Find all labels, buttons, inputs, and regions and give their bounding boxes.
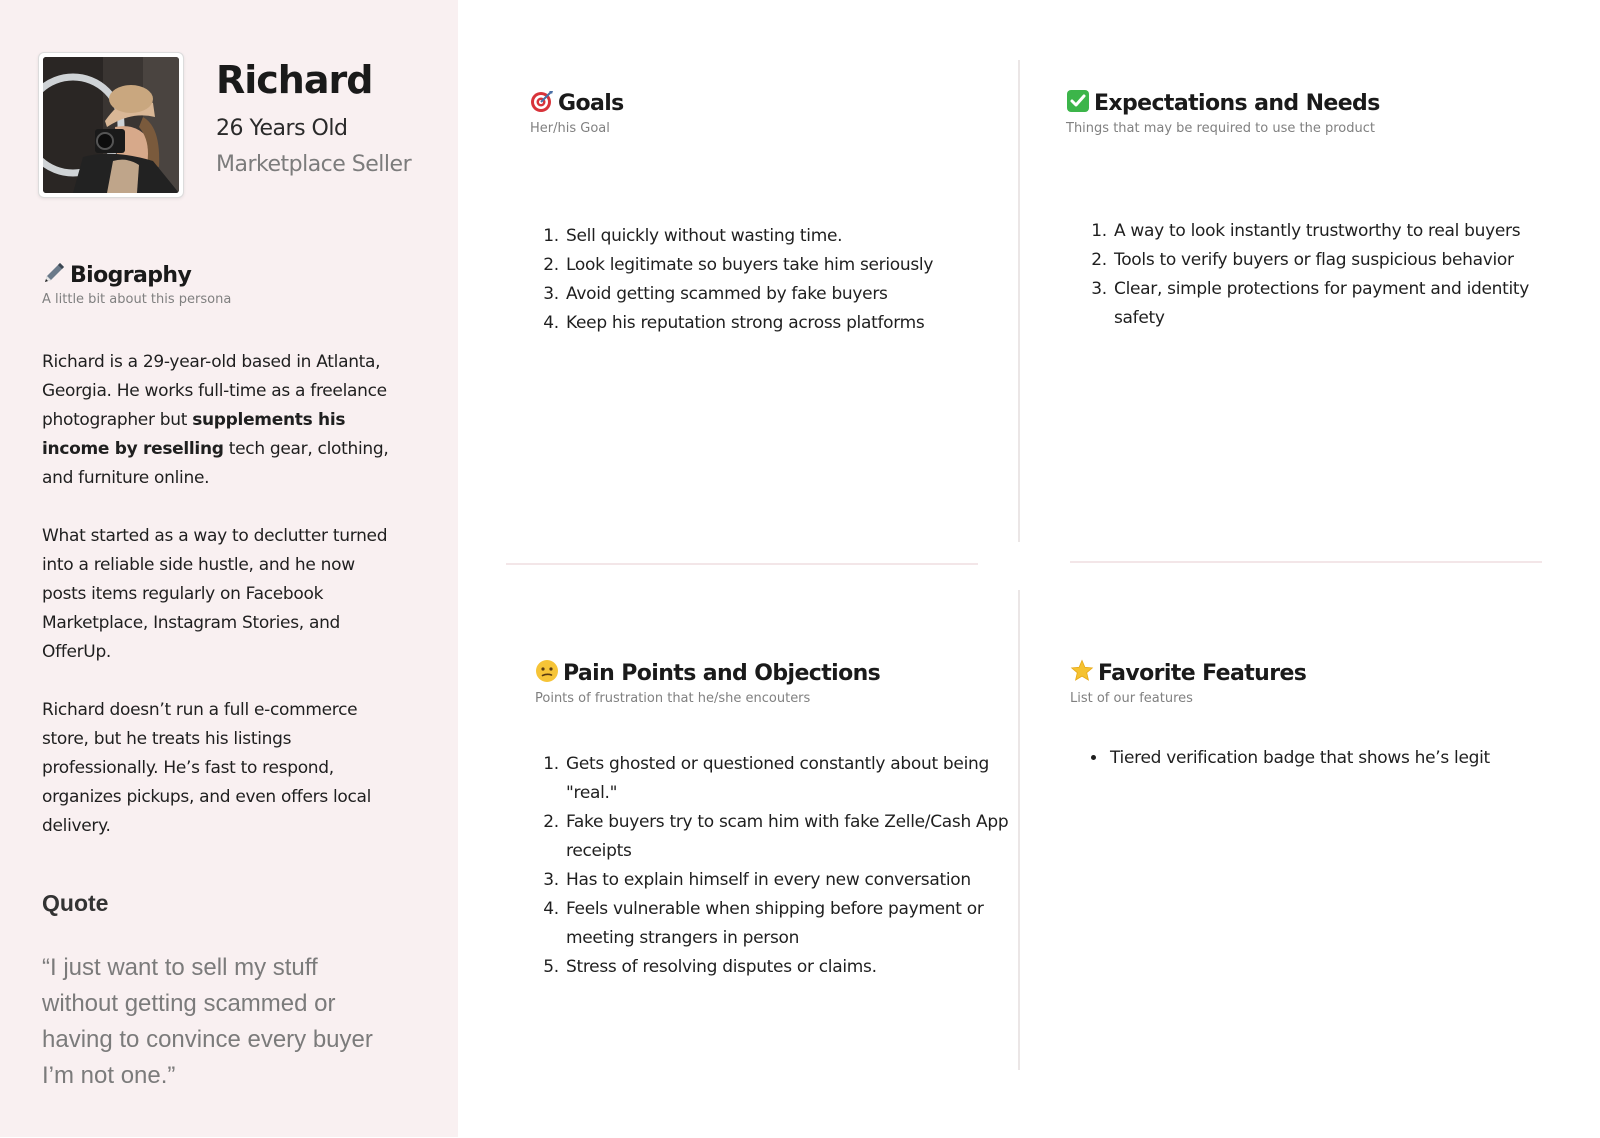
- pain-points-title: [535, 659, 880, 686]
- persona-sidebar: [0, 0, 458, 1137]
- persona-role: Marketplace Seller: [216, 152, 412, 177]
- pain-points-subtitle: Points of frustration that he/she encouters: [535, 691, 811, 706]
- list-item: 1. Sell quickly without wasting time.: [564, 222, 984, 251]
- list-item: 2. Tools to verify buyers or flag suspicious behavior: [1112, 246, 1568, 275]
- features-list: [1076, 744, 1578, 773]
- features-subtitle: List of our features: [1070, 691, 1193, 706]
- goals-title: [530, 89, 624, 116]
- goals-subtitle: Her/his Goal: [530, 121, 610, 136]
- biography-paragraph: What started as a way to declutter turned into a reliable side hustle, and he now posts items regularly on Facebook Marketplace, Instagram Stories, and OfferUp.: [42, 526, 388, 662]
- divider-horizontal-left: [506, 563, 978, 565]
- list-item: 1. A way to look instantly trustworthy to real buyers: [1112, 217, 1568, 246]
- features-title: [1070, 659, 1306, 686]
- features-title-text: Favorite Features: [1098, 661, 1307, 686]
- pen-icon: [42, 261, 66, 285]
- pain-points-list: [532, 750, 1024, 982]
- list-item: 3. Clear, simple protections for payment and identity safety: [1112, 275, 1568, 333]
- list-item: • Tiered verification badge that shows he’s legit: [1108, 744, 1578, 773]
- avatar: [38, 52, 184, 198]
- goals-title-text: Goals: [558, 91, 624, 116]
- biography-subtitle: A little bit about this persona: [42, 292, 232, 307]
- target-icon: [530, 89, 554, 113]
- quote-text: “I just want to sell my stuff without getting scammed or having to convince every buyer I’m not one.”: [42, 954, 373, 1089]
- biography-text: [42, 348, 392, 870]
- pain-points-title-text: Pain Points and Objections: [563, 661, 881, 686]
- list-item: 2. Fake buyers try to scam him with fake Zelle/Cash App receipts: [564, 808, 1024, 866]
- list-item: 4. Keep his reputation strong across platforms: [564, 309, 984, 338]
- confused-face-icon: [535, 659, 559, 683]
- biography-paragraph: Richard doesn’t run a full e-commerce store, but he treats his listings professionally. He’s fast to respond, organizes pickups, and even offers local delivery.: [42, 700, 372, 836]
- divider-vertical-top: [1018, 60, 1020, 542]
- quote-title: Quote: [42, 890, 109, 916]
- expectations-list: [1080, 217, 1568, 333]
- list-item: 3. Has to explain himself in every new conversation: [564, 866, 1024, 895]
- biography-paragraph: Richard is a 29-year-old based in Atlanta, Georgia. He works full-time as a freelance photographer but supplements his income by reselling tech gear, clothing, and furniture online.: [42, 352, 389, 488]
- goals-list: [532, 222, 984, 338]
- list-item: 2. Look legitimate so buyers take him seriously: [564, 251, 984, 280]
- star-icon: [1070, 659, 1094, 683]
- expectations-title-text: Expectations and Needs: [1094, 91, 1380, 116]
- check-box-icon: [1066, 89, 1090, 113]
- biography-title-text: Biography: [70, 263, 192, 288]
- list-item: 5. Stress of resolving disputes or claims.: [564, 953, 1024, 982]
- persona-name: Richard: [216, 58, 373, 102]
- expectations-subtitle: Things that may be required to use the product: [1066, 121, 1375, 136]
- list-item: 3. Avoid getting scammed by fake buyers: [564, 280, 984, 309]
- persona-photo: [43, 57, 179, 193]
- divider-horizontal-right: [1070, 561, 1542, 563]
- biography-title: [42, 261, 191, 288]
- expectations-title: [1066, 89, 1380, 116]
- list-item: 4. Feels vulnerable when shipping before payment or meeting strangers in person: [564, 895, 1024, 953]
- persona-age: 26 Years Old: [216, 116, 348, 141]
- list-item: 1. Gets ghosted or questioned constantly about being "real.": [564, 750, 1024, 808]
